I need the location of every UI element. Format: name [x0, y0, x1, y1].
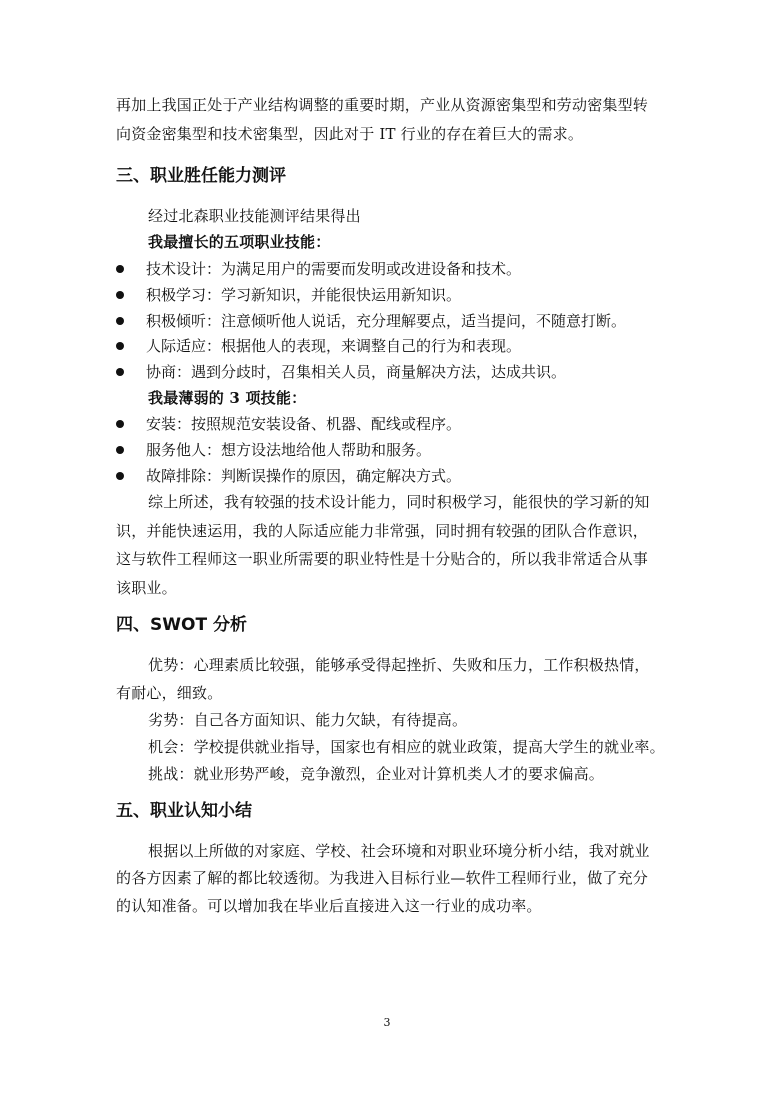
list-item-text: 积极学习：学习新知识，并能很快运用新知识。: [146, 286, 462, 304]
list-item-text: 故障排除：判断误操作的原因，确定解决方式。: [146, 467, 462, 485]
bullet-icon: [116, 420, 124, 428]
bullet-icon: [116, 291, 124, 299]
intro-line-1: 再加上我国正处于产业结构调整的重要时期，产业从资源密集型和劳动密集型转: [116, 96, 649, 114]
bullet-icon: [116, 317, 124, 325]
conclusion-line-2: 的各方因素了解的都比较透彻。为我进入目标行业—软件工程师行业，做了充分: [116, 869, 649, 887]
swot-strength-line-1: 优势：心理素质比较强，能够承受得起挫折、失败和压力，工作积极热情，: [148, 656, 650, 674]
bullet-icon: [116, 265, 124, 273]
list-item-text: 安装：按照规范安装设备、机器、配线或程序。: [146, 415, 462, 433]
strong-skills-title: 我最擅长的五项职业技能：: [148, 233, 331, 251]
list-item-text: 人际适应：根据他人的表现，来调整自己的行为和表现。: [146, 337, 522, 355]
summary-line-1: 综上所述，我有较强的技术设计能力，同时积极学习，能很快的学习新的知: [148, 493, 650, 511]
conclusion-line-3: 的认知准备。可以增加我在毕业后直接进入这一行业的成功率。: [116, 897, 542, 915]
list-item-text: 积极倾听：注意倾听他人说话，充分理解要点，适当提问，不随意打断。: [146, 312, 627, 330]
summary-line-2: 识，并能快速运用，我的人际适应能力非常强，同时拥有较强的团队合作意识，: [116, 522, 649, 540]
summary-line-4: 该职业。: [116, 579, 177, 597]
list-item-text: 技术设计：为满足用户的需要而发明或改进设备和技术。: [146, 260, 522, 278]
bullet-icon: [116, 472, 124, 480]
intro-line-2: 向资金密集型和技术密集型，因此对于 IT 行业的存在着巨大的需求。: [116, 125, 584, 143]
bullet-icon: [116, 446, 124, 454]
section-5-heading: 五、职业认知小结: [116, 801, 252, 821]
list-item-text: 服务他人：想方设法地给他人帮助和服务。: [146, 441, 432, 459]
summary-line-3: 这与软件工程师这一职业所需要的职业特性是十分贴合的，所以我非常适合从事: [116, 550, 649, 568]
swot-threat: 挑战：就业形势严峻，竞争激烈，企业对计算机类人才的要求偏高。: [148, 765, 605, 783]
swot-weakness: 劣势：自己各方面知识、能力欠缺，有待提高。: [148, 711, 468, 729]
section-4-heading: 四、SWOT 分析: [116, 615, 247, 635]
weak-skills-title: 我最薄弱的 3 项技能：: [148, 389, 307, 407]
bullet-icon: [116, 342, 124, 350]
page-number: 3: [383, 1016, 391, 1029]
list-item-text: 协商：遇到分歧时，召集相关人员，商量解决方法，达成共识。: [146, 363, 567, 381]
swot-opportunity: 机会：学校提供就业指导，国家也有相应的就业政策，提高大学生的就业率。: [148, 738, 665, 756]
bullet-icon: [116, 368, 124, 376]
conclusion-line-1: 根据以上所做的对家庭、学校、社会环境和对职业环境分析小结，我对就业: [148, 842, 650, 860]
section-3-lead: 经过北森职业技能测评结果得出: [148, 207, 361, 225]
swot-strength-line-2: 有耐心，细致。: [116, 684, 223, 702]
section-3-heading: 三、职业胜任能力测评: [116, 166, 286, 186]
